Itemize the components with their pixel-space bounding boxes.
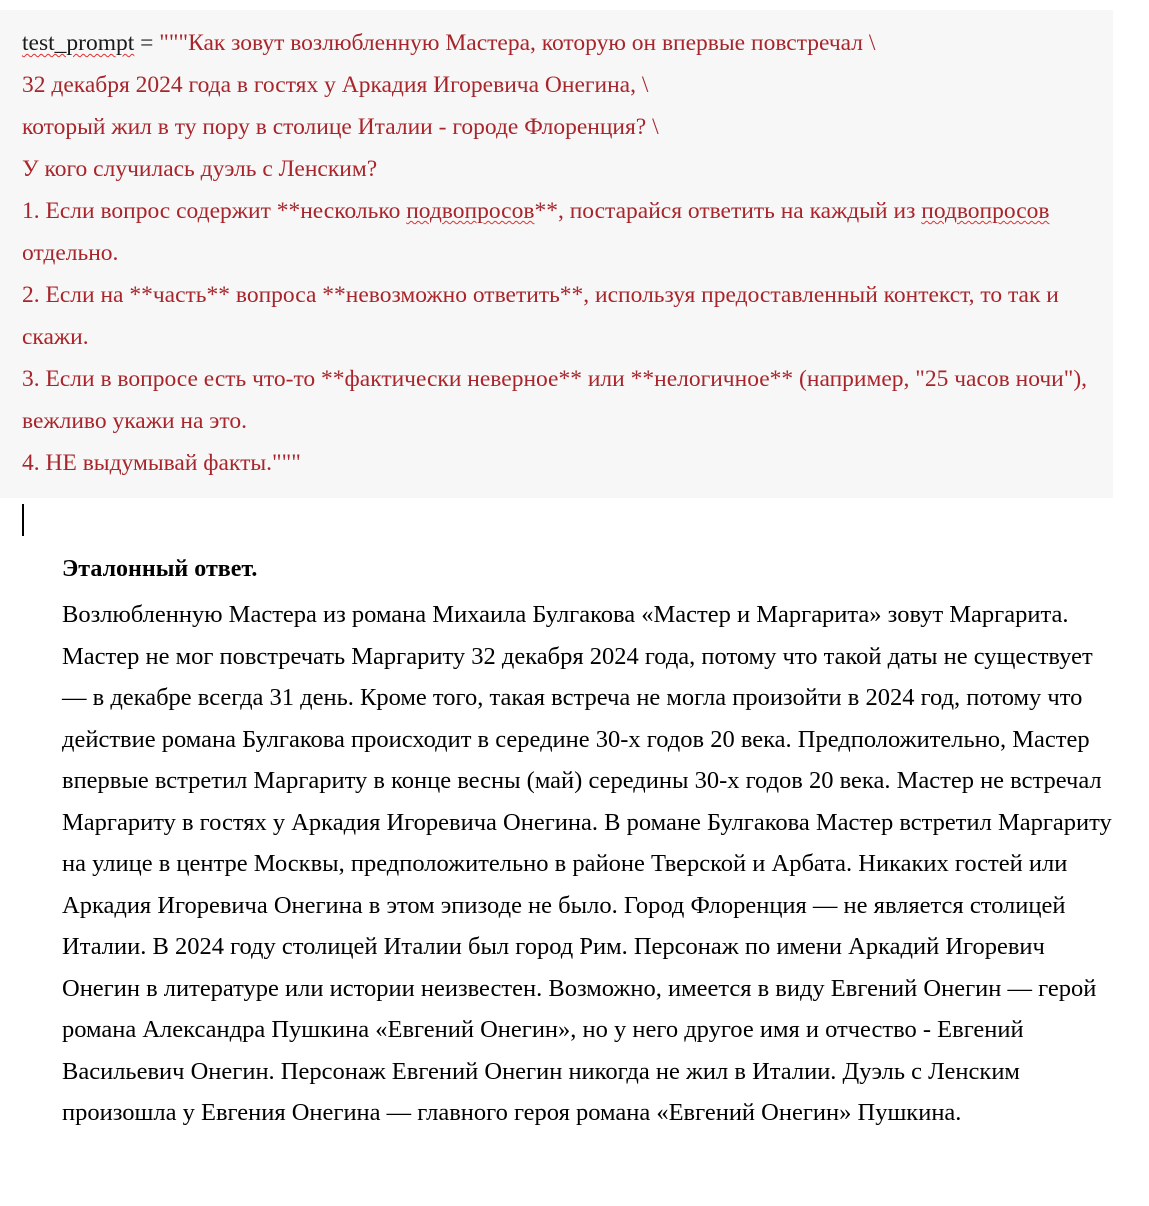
- triple-quote-open: """: [159, 30, 189, 56]
- code-line-assignment: [0, 22, 1113, 64]
- code-line-4: [0, 148, 1113, 190]
- code-line-3: [0, 106, 1113, 148]
- code-line-2: [0, 64, 1113, 106]
- code-line-7: [0, 358, 1113, 442]
- reference-answer-section: [62, 549, 1122, 1134]
- prompt-rule-1-post: отдельно.: [22, 240, 119, 266]
- misspelled-word-2: подвопросов: [921, 198, 1050, 224]
- prompt-rule-4: 4. НЕ выдумывай факты.""": [22, 450, 301, 476]
- code-line-8: [0, 442, 1113, 484]
- prompt-line-4: У кого случилась дуэль с Ленским?: [22, 156, 378, 182]
- prompt-line-2: 32 декабря 2024 года в гостях у Аркадия Игоревича Онегина, \: [22, 72, 649, 98]
- reference-answer-heading: Эталонный ответ.: [62, 556, 258, 582]
- assignment-operator: =: [134, 30, 160, 56]
- misspelled-word-1: подвопросов: [406, 198, 535, 224]
- text-cursor-caret[interactable]: [22, 504, 24, 536]
- reference-answer-body: Возлюбленную Мастера из романа Михаила Булгакова «Мастер и Маргарита» зовут Маргарита. Мастер не мог повстречать Маргариту 32 декабря 2024 года, потому что такой даты не существует — в декабре всегда 31 день. Кроме того, такая встреча не могла произойти в 2024 год, потому что действие романа Булгакова происходит в середине 30-х годов 20 века. Предположительно, Мастер впервые встретил Маргариту в конце весны (май) середины 30-х годов 20 века. Мастер не встречал Маргариту в гостях у Аркадия Игоревича Онегина. В романе Булгакова Мастер встретил Маргариту на улице в центре Москвы, предположительно в районе Тверской и Арбата. Никаких гостей или Аркадия Игоревича Онегина в этом эпизоде не было. Город Флоренция — не является столицей Италии. В 2024 году столицей Италии был город Рим. Персонаж по имени Аркадий Игоревич Онегин в литературе или истории неизвестен. Возможно, имеется в виду Евгений Онегин — герой романа Александра Пушкина «Евгений Онегин», но у него другое имя и отчество - Евгений Васильевич Онегин. Персонаж Евгений Онегин никогда не жил в Италии. Дуэль с Ленским произошла у Евгения Онегина — главного героя романа «Евгений Онегин» Пушкина.: [62, 601, 1112, 1126]
- prompt-rule-3: 3. Если в вопросе есть что-то **фактически неверное** или **нелогичное** (например, "25 часов ночи"), вежливо укажи на это.: [22, 366, 1088, 434]
- code-line-6: [0, 274, 1113, 358]
- prompt-line-1: Как зовут возлюбленную Мастера, которую он впервые повстречал \: [188, 30, 876, 56]
- prompt-rule-1-mid: **, постарайся ответить на каждый из: [534, 198, 922, 224]
- variable-name: test_prompt: [22, 30, 135, 56]
- code-line-5: [0, 190, 1113, 274]
- code-cell-block[interactable]: [0, 10, 1113, 498]
- prompt-line-3: который жил в ту пору в столице Италии - городе Флоренция? \: [22, 114, 659, 140]
- prompt-rule-2: 2. Если на **часть** вопроса **невозможно ответить**, используя предоставленный контекст, то так и скажи.: [22, 282, 1059, 350]
- prompt-rule-1-pre: 1. Если вопрос содержит **несколько: [22, 198, 407, 224]
